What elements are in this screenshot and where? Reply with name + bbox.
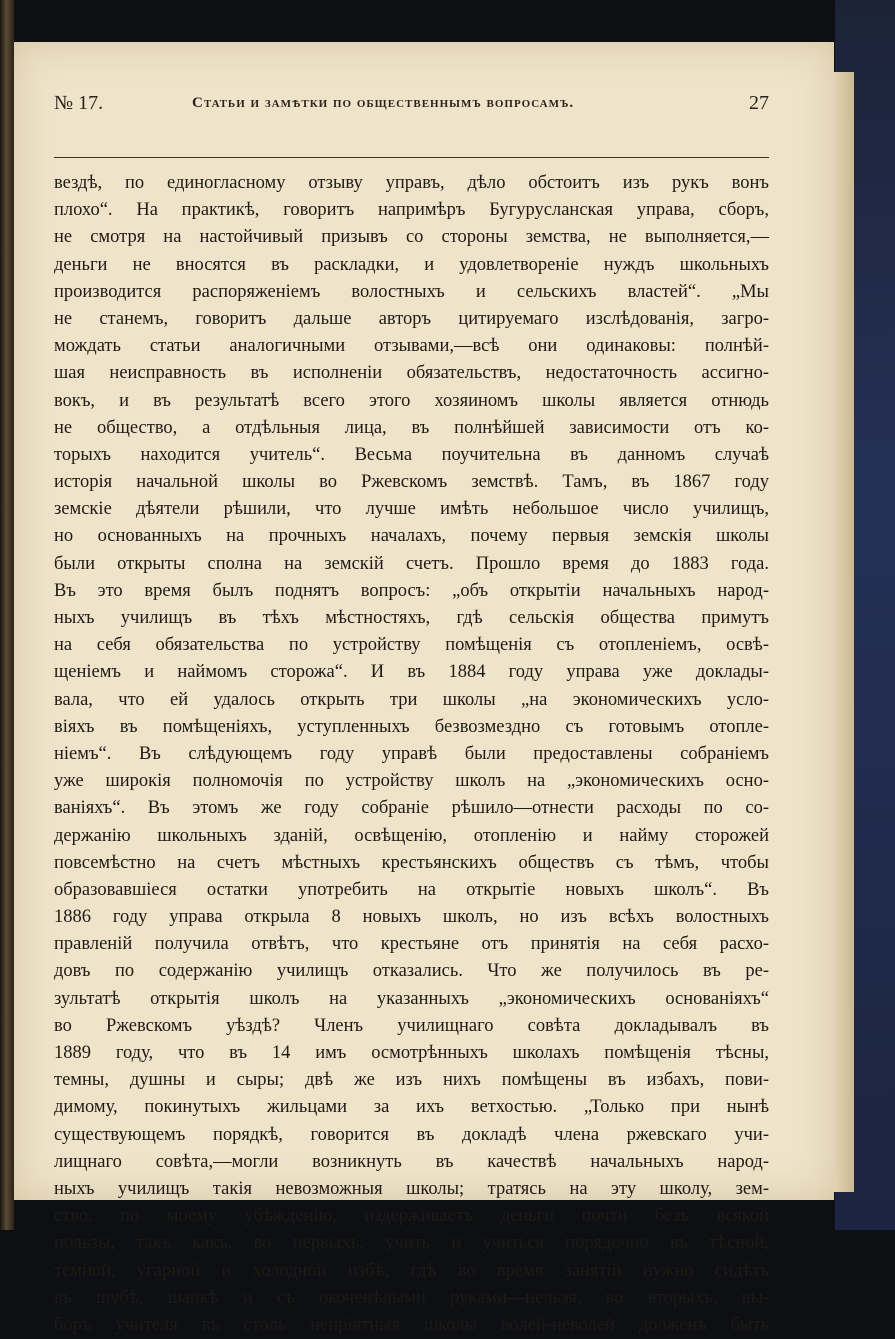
text-line: не общество, а отдѣльныя лица, въ полнѣйшей зависимости отъ ко- [54, 417, 769, 438]
text-line: существующемъ порядкѣ, говорится въ докладѣ члена ржевскаго учи- [54, 1124, 769, 1145]
book-spine-edge [0, 0, 14, 1230]
text-line: на себя обязательства по устройству помѣщенія съ отопленіемъ, освѣ- [54, 635, 769, 656]
text-line: повсемѣстно на счетъ мѣстныхъ крестьянскихъ обществъ съ тѣмъ, чтобы [54, 852, 769, 873]
text-line: ныхъ училищъ такія невозможныя школы; тратясь на эту школу, зем- [54, 1178, 769, 1199]
header-rule [54, 157, 769, 158]
text-line: лищнаго совѣта,—могли возникнуть въ качествѣ начальныхъ народ- [54, 1151, 769, 1172]
text-line: зультатѣ открытія школъ на указанныхъ „экономическихъ основаніяхъ“ [54, 988, 769, 1009]
text-line: не станемъ, говоритъ дальше авторъ цитируемаго изслѣдованія, загро- [54, 308, 769, 329]
text-line: правленій получила отвѣтъ, что крестьяне отъ принятія на себя расхо- [54, 934, 769, 955]
running-header [54, 92, 769, 122]
section-title: Статьи и замѣтки по общественнымъ вопросамъ. [192, 95, 575, 111]
text-line: не смотря на настойчивый призывъ со стороны земства, не выполняется,— [54, 227, 769, 248]
text-line: довъ по содержанію училищъ отказались. Что же получилось въ ре- [54, 961, 769, 982]
page-edge-shadow [834, 72, 854, 1192]
text-line: Въ это время былъ поднятъ вопросъ: „объ открытіи начальныхъ народ- [54, 580, 769, 601]
page-number: 27 [749, 92, 769, 114]
text-line: ныхъ училищъ въ тѣхъ мѣстностяхъ, гдѣ сельскія общества примутъ [54, 608, 769, 628]
text-line: ство, по моему убѣжденію, издерживаетъ деньги почти безъ всякой [54, 1206, 769, 1227]
text-line: темны, душны и сыры; двѣ же изъ нихъ помѣщены въ избахъ, пови- [54, 1070, 769, 1091]
text-line: во Ржевскомъ уѣздѣ? Членъ училищнаго совѣта докладывалъ въ [54, 1015, 769, 1036]
text-line: щеніемъ и наймомъ сторожа“. И въ 1884 году управа уже доклады- [54, 662, 769, 683]
text-line: производится распоряженіемъ волостныхъ и сельскихъ властей“. „Мы [54, 281, 769, 302]
book-page [14, 42, 834, 1335]
text-line: 1889 году, что въ 14 имъ осмотрѣнныхъ школахъ помѣщенія тѣсны, [54, 1043, 769, 1063]
issue-number: № 17. [54, 92, 104, 114]
text-line: мождать статьи аналогичными отзывами,—всѣ они одинаковы: полнѣй- [54, 336, 769, 357]
text-line: 1886 году управа открыла 8 новыхъ школъ, но изъ всѣхъ волостныхъ [54, 907, 769, 928]
text-line: боръ учителя въ столь непріятныя школы волей-неволей долженъ быть [54, 1314, 769, 1335]
text-line: димому, покинутыхъ жильцами за ихъ ветхостью. „Только при нынѣ [54, 1097, 769, 1118]
text-line: пользы, такъ какъ, во первыхъ, учить и учиться порядочно въ тѣсной, [54, 1233, 769, 1254]
text-line: вала, что ей удалось открыть три школы „на экономическихъ усло- [54, 689, 769, 710]
text-line: торыхъ находится учитель“. Весьма поучительна въ данномъ случаѣ [54, 444, 769, 465]
text-line: темной, угарной и холодной избѣ, гдѣ во время занятій нужно сидѣть [54, 1260, 769, 1281]
text-line: вокъ, и въ результатѣ всего этого хозяиномъ школы является отнюдь [54, 390, 769, 411]
text-line: земскіе дѣятели рѣшили, что лучше имѣть небольшое число училищъ, [54, 499, 769, 520]
text-line: образовавшіеся остатки употребить на открытіе новыхъ школъ“. Въ [54, 879, 769, 900]
text-line: ваніяхъ“. Въ этомъ же году собраніе рѣшило—отнести расходы по со- [54, 798, 769, 819]
text-line: вездѣ, по единогласному отзыву управъ, дѣло обстоитъ изъ рукъ вонъ [54, 173, 769, 193]
text-line: были открыты сполна на земскій счетъ. Прошло время до 1883 года. [54, 553, 769, 574]
body-text [54, 170, 769, 1339]
text-line: плохо“. На практикѣ, говоритъ напримѣръ Бугурусланская управа, сборъ, [54, 200, 769, 221]
text-line: шая неисправность въ исполненіи обязательствъ, недостаточность ассигно- [54, 363, 769, 384]
text-line: исторія начальной школы во Ржевскомъ земствѣ. Тамъ, въ 1867 году [54, 472, 769, 493]
text-line: въ шубѣ, шапкѣ и съ окоченѣлыми руками—нельзя, во вторыхъ, вы- [54, 1287, 769, 1308]
text-line: віяхъ въ помѣщеніяхъ, уступленныхъ безвозмездно съ готовымъ отопле- [54, 716, 769, 737]
text-line: но основанныхъ на прочныхъ началахъ, почему первыя земскія школы [54, 526, 769, 547]
text-line: уже широкія полномочія по устройству школъ на „экономическихъ осно- [54, 771, 769, 792]
text-line: держанію школьныхъ зданій, освѣщенію, отопленію и найму сторожей [54, 825, 769, 846]
text-line: ніемъ“. Въ слѣдующемъ году управѣ были предоставлены собраніемъ [54, 743, 769, 764]
text-line: деньги не вносятся въ раскладки, и удовлетвореніе нуждъ школьныхъ [54, 254, 769, 275]
